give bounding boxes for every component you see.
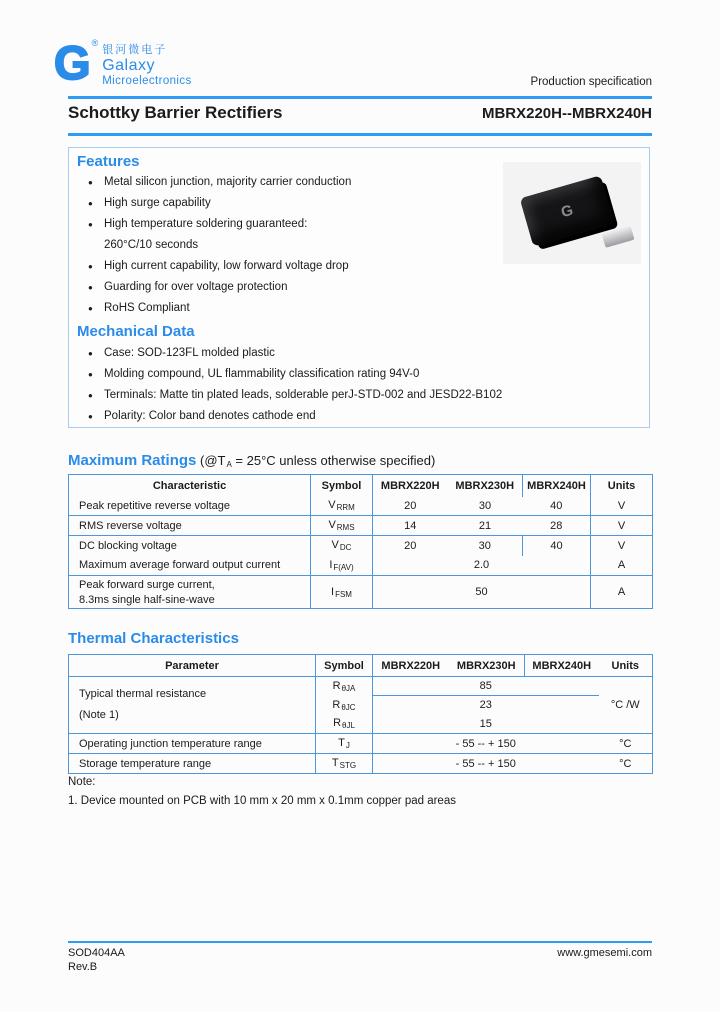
cell-characteristic: Maximum average forward output current	[69, 556, 311, 576]
title-row	[68, 103, 652, 123]
brand-name: Galaxy	[102, 57, 155, 74]
cell-value-230: 30	[448, 536, 523, 556]
cell-value-220: 14	[373, 516, 448, 536]
header-divider	[68, 96, 652, 99]
logo-wordmark	[102, 44, 191, 88]
col-header-parameter: Parameter	[69, 655, 316, 677]
cell-value-230: 21	[448, 516, 523, 536]
brand-subname: Microelectronics	[102, 75, 192, 87]
cell-symbol	[311, 536, 373, 556]
cell-parameter: Storage temperature range	[69, 754, 316, 774]
bullet-icon: ●	[88, 220, 93, 229]
cell-units: V	[591, 497, 653, 516]
cell-value-all: 15	[479, 717, 492, 730]
symbol-subscript: θJC	[341, 702, 356, 712]
cell-characteristic: DC blocking voltage	[69, 536, 311, 556]
maximum-ratings-table	[68, 474, 653, 609]
maximum-ratings-heading	[68, 452, 435, 469]
symbol-base: R	[333, 717, 342, 730]
symbol-subscript: θJA	[341, 683, 356, 693]
cell-characteristic: Peak repetitive reverse voltage	[69, 497, 311, 516]
table-row	[69, 734, 653, 754]
col-header-mbrx220h: MBRX220H	[380, 479, 440, 492]
table-row	[69, 497, 653, 516]
footer-divider	[68, 941, 652, 943]
mechanical-item	[77, 385, 639, 406]
symbol-subscript: STG	[339, 761, 357, 770]
symbol-subscript: RMS	[336, 523, 355, 532]
mechanical-text: Polarity: Color band denotes cathode end	[104, 410, 316, 422]
features-heading: Features	[77, 153, 140, 170]
cell-symbol	[316, 677, 373, 696]
cell-units: A	[591, 556, 653, 576]
symbol-base: V	[328, 519, 336, 531]
col-header-mbrx230h: MBRX230H	[448, 475, 523, 497]
mechanical-text: Molding compound, UL flammability classification rating 94V-0	[104, 368, 420, 380]
brand-name-chinese: 银河微电子	[102, 44, 168, 56]
document-id: SOD404AA	[68, 947, 125, 959]
title-divider	[68, 133, 652, 136]
part-number-range: MBRX220H--MBRX240H	[481, 105, 652, 122]
condition-suffix: = 25°C unless otherwise specified)	[231, 453, 436, 468]
col-header-characteristic: Characteristic	[69, 475, 311, 497]
table-row	[69, 556, 653, 576]
note-label: Note:	[68, 776, 96, 788]
col-header-mbrx240h: MBRX240H	[525, 655, 599, 677]
parameter-line2: (Note 1)	[79, 709, 119, 721]
cell-units: °C /W	[610, 699, 640, 711]
table-header-row	[69, 475, 653, 497]
bullet-icon: ●	[88, 370, 93, 379]
cell-characteristic: RMS reverse voltage	[69, 516, 311, 536]
bullet-icon: ●	[88, 349, 93, 358]
bullet-icon: ●	[88, 262, 93, 271]
note-block	[68, 773, 456, 811]
footer-left	[68, 947, 125, 974]
parameter-line1: Typical thermal resistance	[79, 688, 207, 700]
symbol-subscript: θJL	[342, 721, 355, 731]
symbol-subscript: RRM	[336, 503, 355, 513]
cell-symbol	[311, 576, 373, 609]
feature-item	[77, 298, 639, 319]
bullet-icon: ●	[88, 391, 93, 400]
cell-symbol	[311, 516, 373, 536]
symbol-subscript: J	[345, 741, 350, 750]
bullet-icon: ●	[88, 283, 93, 292]
col-header-symbol: Symbol	[311, 475, 373, 497]
symbol-base: T	[331, 757, 339, 769]
col-header-mbrx230h: MBRX230H	[449, 655, 525, 677]
symbol-base: I	[329, 558, 333, 571]
table-row	[69, 576, 653, 609]
table-header-row	[69, 655, 653, 677]
mechanical-text: Terminals: Matte tin plated leads, solderable perJ-STD-002 and JESD22-B102	[104, 389, 503, 401]
mechanical-item	[77, 343, 639, 364]
col-header-units: Units	[591, 475, 653, 497]
package-photo	[503, 162, 641, 264]
bullet-icon: ●	[88, 199, 93, 208]
cell-value-all: 23	[479, 699, 492, 712]
company-website: www.gmesemi.com	[557, 947, 652, 959]
table-row	[69, 516, 653, 536]
cell-value-all: - 55 -- + 150	[373, 734, 599, 754]
feature-text: Metal silicon junction, majority carrier conduction	[104, 176, 352, 188]
cell-symbol	[316, 754, 373, 774]
galaxy-logo-icon: G	[54, 36, 91, 89]
bullet-icon: ●	[88, 412, 93, 421]
package-body	[520, 175, 615, 246]
characteristic-line1: Peak forward surge current,	[79, 578, 215, 591]
feature-text: Guarding for over voltage protection	[104, 281, 288, 293]
symbol-base: V	[328, 499, 336, 512]
test-condition	[200, 453, 435, 468]
feature-item	[77, 277, 639, 298]
mechanical-data-heading: Mechanical Data	[77, 323, 195, 340]
company-logo	[54, 38, 192, 88]
cell-symbol	[311, 556, 373, 576]
package-lead	[602, 225, 635, 248]
bullet-icon: ●	[88, 304, 93, 313]
col-header-symbol: Symbol	[316, 655, 373, 677]
cell-units: V	[591, 516, 653, 536]
symbol-base: R	[332, 698, 341, 711]
mechanical-text: Case: SOD-123FL molded plastic	[104, 347, 275, 359]
cell-parameter: Operating junction temperature range	[69, 734, 316, 754]
page-title: Schottky Barrier Rectifiers	[68, 103, 283, 122]
cell-value-all: - 55 -- + 150	[373, 754, 599, 774]
feature-text: RoHS Compliant	[104, 302, 190, 314]
feature-text: High surge capability	[104, 197, 211, 209]
cell-symbol	[316, 696, 373, 715]
feature-text: 260°C/10 seconds	[104, 239, 199, 251]
sod123fl-package-image	[517, 176, 625, 250]
feature-text: High temperature soldering guaranteed:	[104, 218, 308, 230]
symbol-subscript: F(AV)	[333, 562, 354, 572]
col-header-mbrx240h: MBRX240H	[527, 479, 586, 492]
col-header-units: Units	[599, 655, 653, 677]
cell-value-240: 28	[523, 516, 591, 536]
note-item: 1. Device mounted on PCB with 10 mm x 20 mm x 0.1mm copper pad areas	[68, 795, 456, 807]
package-monogram: G	[559, 201, 575, 221]
col-header-mbrx220h: MBRX220H	[373, 655, 449, 677]
feature-text: High current capability, low forward voltage drop	[104, 260, 349, 272]
cell-value-220: 20	[404, 539, 417, 552]
cell-value-all: 85	[373, 677, 599, 696]
cell-characteristic	[69, 576, 311, 609]
thermal-characteristics-heading: Thermal Characteristics	[68, 630, 239, 647]
registered-trademark: ®	[91, 38, 99, 48]
symbol-base: V	[331, 539, 339, 552]
condition-prefix: (@T	[199, 453, 226, 468]
cell-units: V	[591, 536, 653, 556]
production-specification-label: Production specification	[530, 76, 652, 88]
symbol-base: I	[331, 585, 335, 598]
thermal-characteristics-table	[68, 654, 653, 774]
table-row	[69, 677, 653, 696]
mechanical-item	[77, 364, 639, 385]
maximum-ratings-title: Maximum Ratings	[68, 452, 197, 469]
symbol-subscript: FSM	[335, 589, 352, 599]
cell-value-230: 30	[448, 497, 523, 516]
cell-units: A	[591, 576, 653, 609]
symbol-subscript: DC	[339, 543, 352, 553]
bullet-icon: ●	[88, 178, 93, 187]
cell-symbol	[311, 497, 373, 516]
cell-symbol	[316, 734, 373, 754]
symbol-base: T	[338, 737, 345, 749]
cell-parameter	[69, 677, 316, 734]
characteristic-line2: 8.3ms single half-sine-wave	[79, 593, 215, 606]
revision-label: Rev.B	[68, 960, 98, 973]
table-row	[69, 536, 653, 556]
cell-value-all: 2.0	[373, 556, 591, 576]
cell-value-all: 50	[475, 586, 488, 598]
cell-value-240: 40	[550, 539, 563, 552]
condition-subscript: A	[226, 460, 232, 469]
features-box	[68, 147, 650, 428]
mechanical-item	[77, 406, 639, 427]
cell-value-220: 20	[373, 497, 448, 516]
cell-units: °C	[599, 754, 653, 774]
table-row	[69, 754, 653, 774]
cell-units: °C	[599, 734, 653, 754]
cell-symbol	[316, 715, 373, 734]
cell-value-240: 40	[523, 497, 591, 516]
bullet-spacer	[77, 235, 104, 256]
symbol-base: R	[332, 679, 341, 692]
